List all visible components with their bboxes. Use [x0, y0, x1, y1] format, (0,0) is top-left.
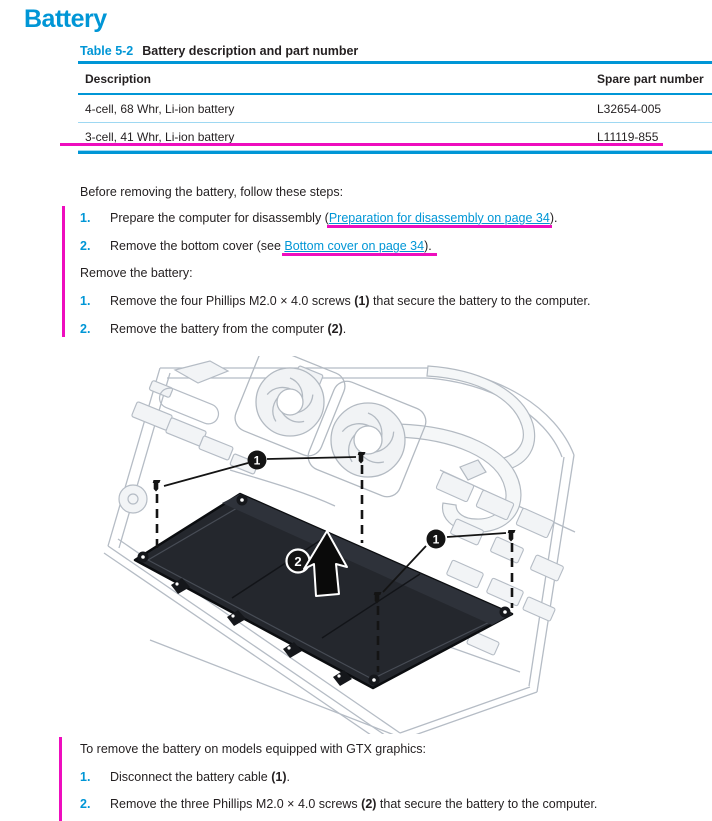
part-number-cell: L32654-005	[597, 101, 662, 116]
callout-reference: (1)	[354, 294, 370, 308]
step-text	[110, 239, 705, 253]
step-number: 1.	[80, 294, 91, 308]
step-text-before: Remove the bottom cover (see	[110, 239, 285, 253]
column-header-part-number: Spare part number	[597, 71, 704, 86]
step-text-after: that secure the battery to the computer.	[369, 294, 591, 308]
prep-step-2	[80, 239, 705, 253]
svg-text:1: 1	[253, 453, 261, 468]
step-text-after: that secure the battery to the computer.	[376, 797, 598, 811]
callout-1b	[427, 530, 446, 549]
callout-reference: (2)	[361, 797, 377, 811]
step-text	[110, 770, 705, 784]
step-text-after: .	[342, 322, 347, 336]
part-number-table	[78, 61, 712, 154]
step-text-before: Disconnect the battery cable	[110, 770, 272, 784]
removal-step-1	[80, 294, 705, 308]
part-number-cell: L11119-855	[597, 129, 659, 144]
battery-description-cell: 4-cell, 68 Whr, Li-ion battery	[85, 101, 235, 116]
svg-text:2: 2	[294, 554, 302, 569]
column-header-description: Description	[85, 71, 152, 86]
step-text-before: Remove the battery from the computer	[110, 322, 328, 336]
prep-intro: Before removing the battery, follow these steps:	[80, 185, 344, 199]
link-preparation-for-disassembly[interactable]	[329, 211, 550, 225]
gtx-intro: To remove the battery on models equipped with GTX graphics:	[80, 742, 427, 756]
step-number: 1.	[80, 770, 91, 784]
svg-text:1: 1	[432, 532, 440, 547]
step-text-after: .	[286, 770, 290, 784]
step-text	[110, 294, 705, 308]
step-number: 2.	[80, 797, 91, 811]
step-text-before: Remove the three Phillips M2.0 × 4.0 screws	[110, 797, 362, 811]
change-bar	[59, 737, 62, 821]
table-header-row	[78, 64, 712, 95]
battery-removal-figure	[100, 356, 660, 734]
link-label: Bottom cover on page 34	[284, 239, 425, 253]
step-text	[110, 322, 705, 336]
callout-reference: (1)	[271, 770, 287, 784]
step-text	[110, 797, 705, 811]
step-text-before: Remove the four Phillips M2.0 × 4.0 screws	[110, 294, 355, 308]
removal-step-2	[80, 322, 705, 336]
link-bottom-cover[interactable]	[284, 239, 424, 253]
battery-description-cell: 3-cell, 41 Whr, Li-ion battery	[85, 129, 235, 144]
step-number: 2.	[80, 239, 91, 253]
battery-removal-illustration	[100, 356, 660, 734]
table-caption-text: Battery description and part number	[142, 44, 359, 58]
change-bar	[62, 206, 65, 337]
table-caption	[80, 44, 358, 58]
page-title: Battery	[24, 5, 107, 33]
step-text-after: ).	[424, 239, 432, 253]
step-number: 1.	[80, 211, 91, 225]
link-label: Preparation for disassembly on page 34	[328, 211, 550, 225]
step-text	[110, 211, 705, 225]
step-number: 2.	[80, 322, 91, 336]
step-text-before: Prepare the computer for disassembly (	[110, 211, 329, 225]
prep-step-1	[80, 211, 705, 225]
table-row	[78, 95, 712, 123]
callout-reference: (2)	[327, 322, 343, 336]
removal-intro: Remove the battery:	[80, 266, 193, 280]
gtx-step-2	[80, 797, 705, 811]
table-caption-label: Table 5-2	[80, 44, 134, 58]
step-text-after: ).	[549, 211, 558, 225]
table-row-highlighted	[78, 123, 712, 151]
callout-1	[248, 451, 267, 470]
gtx-step-1	[80, 770, 705, 784]
